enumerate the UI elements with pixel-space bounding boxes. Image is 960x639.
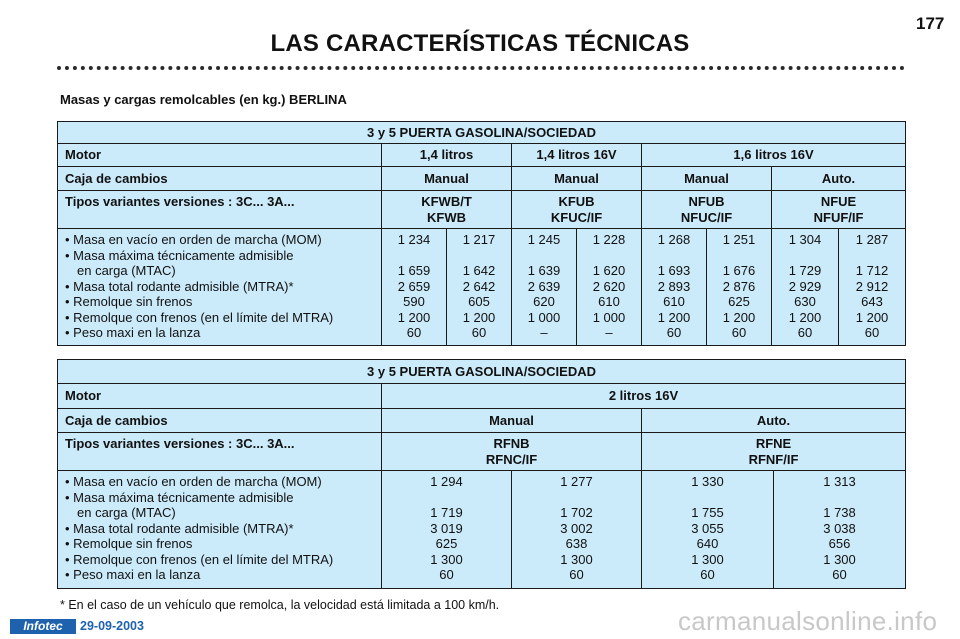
variants-label: Tipos variantes versiones : 3C... 3A... [58,433,382,471]
dotted-divider [57,66,905,70]
variant-code: NFUB NFUC/IF [642,191,772,229]
table-header-row [58,122,906,144]
motor-value: 1,6 litros 16V [642,144,906,167]
gearbox-value: Auto. [642,409,906,433]
mass-values-column: 1 277 1 702 3 002 638 1 300 60 [512,471,642,589]
motor-row [58,384,906,409]
infotec-logo: Infotec [10,619,76,634]
motor-label: Motor [58,144,382,167]
footnote: * En el caso de un vehículo que remolca, la velocidad está limitada a 100 km/h. [60,598,500,612]
table-header: 3 y 5 PUERTA GASOLINA/SOCIEDAD [58,360,906,384]
mass-values-column: 1 251 1 676 2 876 625 1 200 60 [707,229,772,346]
mass-table-petrol-1 [57,121,906,346]
section-heading: Masas y cargas remolcables (en kg.) BERLINA [60,92,347,107]
motor-value: 1,4 litros 16V [512,144,642,167]
gearbox-value: Manual [382,167,512,191]
gearbox-value: Manual [642,167,772,191]
gearbox-value: Manual [382,409,642,433]
variant-code: KFWB/T KFWB [382,191,512,229]
mass-values-column: 1 268 1 693 2 893 610 1 200 60 [642,229,707,346]
mass-values-column: 1 228 1 620 2 620 610 1 000 – [577,229,642,346]
watermark: carmanualsonline.info [678,606,938,636]
variant-code: NFUE NFUF/IF [772,191,906,229]
gearbox-label: Caja de cambios [58,409,382,433]
page-title: LAS CARACTERÍSTICAS TÉCNICAS [270,30,690,57]
motor-row [58,144,906,167]
variants-row [58,433,906,471]
mass-values-column: 1 304 1 729 2 929 630 1 200 60 [772,229,839,346]
gearbox-row [58,167,906,191]
mass-data-row [58,229,906,346]
mass-values-column: 1 217 1 642 2 642 605 1 200 60 [447,229,512,346]
motor-value: 1,4 litros [382,144,512,167]
motor-label: Motor [58,384,382,409]
gearbox-value: Auto. [772,167,906,191]
mass-values-column: 1 294 1 719 3 019 625 1 300 60 [382,471,512,589]
page-number: 177 [916,14,945,33]
print-date: 29-09-2003 [80,619,144,633]
gearbox-value: Manual [512,167,642,191]
variants-label: Tipos variantes versiones : 3C... 3A... [58,191,382,229]
table-header: 3 y 5 PUERTA GASOLINA/SOCIEDAD [58,122,906,144]
gearbox-label: Caja de cambios [58,167,382,191]
mass-labels: • Masa en vacío en orden de marcha (MOM) • Masa máxima técnicamente admisible en carga (MTAC) • Masa total rodante admisible (MTRA)* • Remolque sin frenos • Remolque con frenos (en el límite del MTRA) • Peso maxi en la lanza [58,471,382,589]
mass-values-column: 1 287 1 712 2 912 643 1 200 60 [839,229,906,346]
mass-labels: • Masa en vacío en orden de marcha (MOM) • Masa máxima técnicamente admisible en carga (MTAC) • Masa total rodante admisible (MTRA)* • Remolque sin frenos • Remolque con frenos (en el límite del MTRA) • Peso maxi en la lanza [58,229,382,346]
table-header-row [58,360,906,384]
variant-code: KFUB KFUC/IF [512,191,642,229]
mass-values-column: 1 313 1 738 3 038 656 1 300 60 [774,471,906,589]
variant-code: RFNB RFNC/IF [382,433,642,471]
mass-values-column: 1 330 1 755 3 055 640 1 300 60 [642,471,774,589]
motor-value: 2 litros 16V [382,384,906,409]
variant-code: RFNE RFNF/IF [642,433,906,471]
gearbox-row [58,409,906,433]
mass-values-column: 1 234 1 659 2 659 590 1 200 60 [382,229,447,346]
mass-values-column: 1 245 1 639 2 639 620 1 000 – [512,229,577,346]
mass-data-row [58,471,906,589]
mass-table-petrol-2 [57,359,906,589]
variants-row [58,191,906,229]
